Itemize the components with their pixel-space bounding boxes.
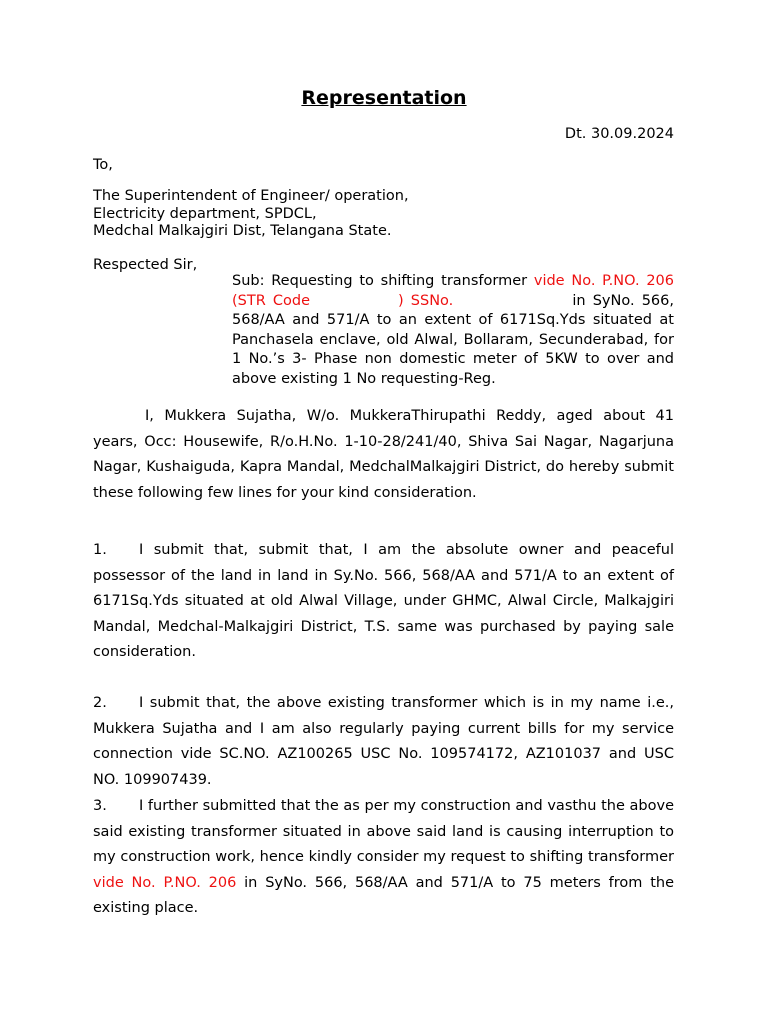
salutation: Respected Sir,	[93, 257, 198, 273]
point-paragraph	[93, 691, 674, 793]
point-text: I submit that, the above existing transformer which is in my name i.e., Mukkera Sujatha and I am also regularly paying current bills for my service connection vide SC.NO. AZ100265 USC No. 109574172, AZ101037 and USC NO. 109907439.	[93, 695, 674, 788]
document-title: Representation	[301, 87, 467, 109]
document-date: Dt. 30.09.2024	[564, 126, 674, 142]
subject-suffix: in SyNo. 566, 568/AA and 571/A to an extent of 6171Sq.Yds situated at Panchasela enclave, old Alwal, Bollaram, Secunderabad, for 1 No.’s 3- Phase non domestic meter of 5KW to over and above existing 1 No requesting-Reg.	[232, 292, 674, 387]
point-number: 1.	[93, 542, 107, 558]
subject-reference-red: vide No. P.NO. 206 (STR Code	[232, 273, 674, 309]
point-text: I submit that, submit that, I am the absolute owner and peaceful possessor of the land in land in Sy.No. 566, 568/AA and 571/A to an extent of 6171Sq.Yds situated at old Alwal Village, under GHMC, Alwal Circle, Malkajgiri Mandal, Medchal-Malkajgiri District, T.S. same was purchased by paying sale consideration.	[93, 542, 674, 661]
point-reference-red: vide No. P.NO. 206	[93, 874, 237, 891]
subject-ssno-red: ) SSNo.	[398, 292, 454, 309]
address-line: Medchal Malkajgiri Dist, Telangana State.	[93, 223, 392, 239]
point-text: I further submitted that the as per my construction and vasthu the above said existing transformer situated in above said land is causing interruption to my construction work, hence kindly consider my request to shifting transformer	[93, 798, 674, 866]
point-paragraph	[93, 794, 674, 922]
address-line: Electricity department, SPDCL,	[93, 205, 317, 222]
point-text-end: in SyNo. 566, 568/AA and 571/A to 75 meters from the existing place.	[93, 874, 675, 917]
subject-prefix: Sub: Requesting to shifting transformer	[232, 273, 534, 289]
recipient-address	[93, 188, 409, 241]
point-paragraph	[93, 538, 674, 666]
point-number: 3.	[93, 798, 107, 814]
address-line: The Superintendent of Engineer/ operation,	[93, 188, 409, 204]
recipient-to-label: To,	[93, 157, 113, 173]
point-number: 2.	[93, 695, 107, 711]
intro-paragraph: I, Mukkera Sujatha, W/o. MukkeraThirupathi Reddy, aged about 41 years, Occ: Housewife, R/o.H.No. 1-10-28/241/40, Shiva Sai Nagar, Nagarjuna Nagar, Kushaiguda, Kapra Mandal, MedchalMalkajgiri District, do hereby submit these following few lines for your kind consideration.	[93, 408, 674, 501]
subject-line	[232, 272, 674, 390]
